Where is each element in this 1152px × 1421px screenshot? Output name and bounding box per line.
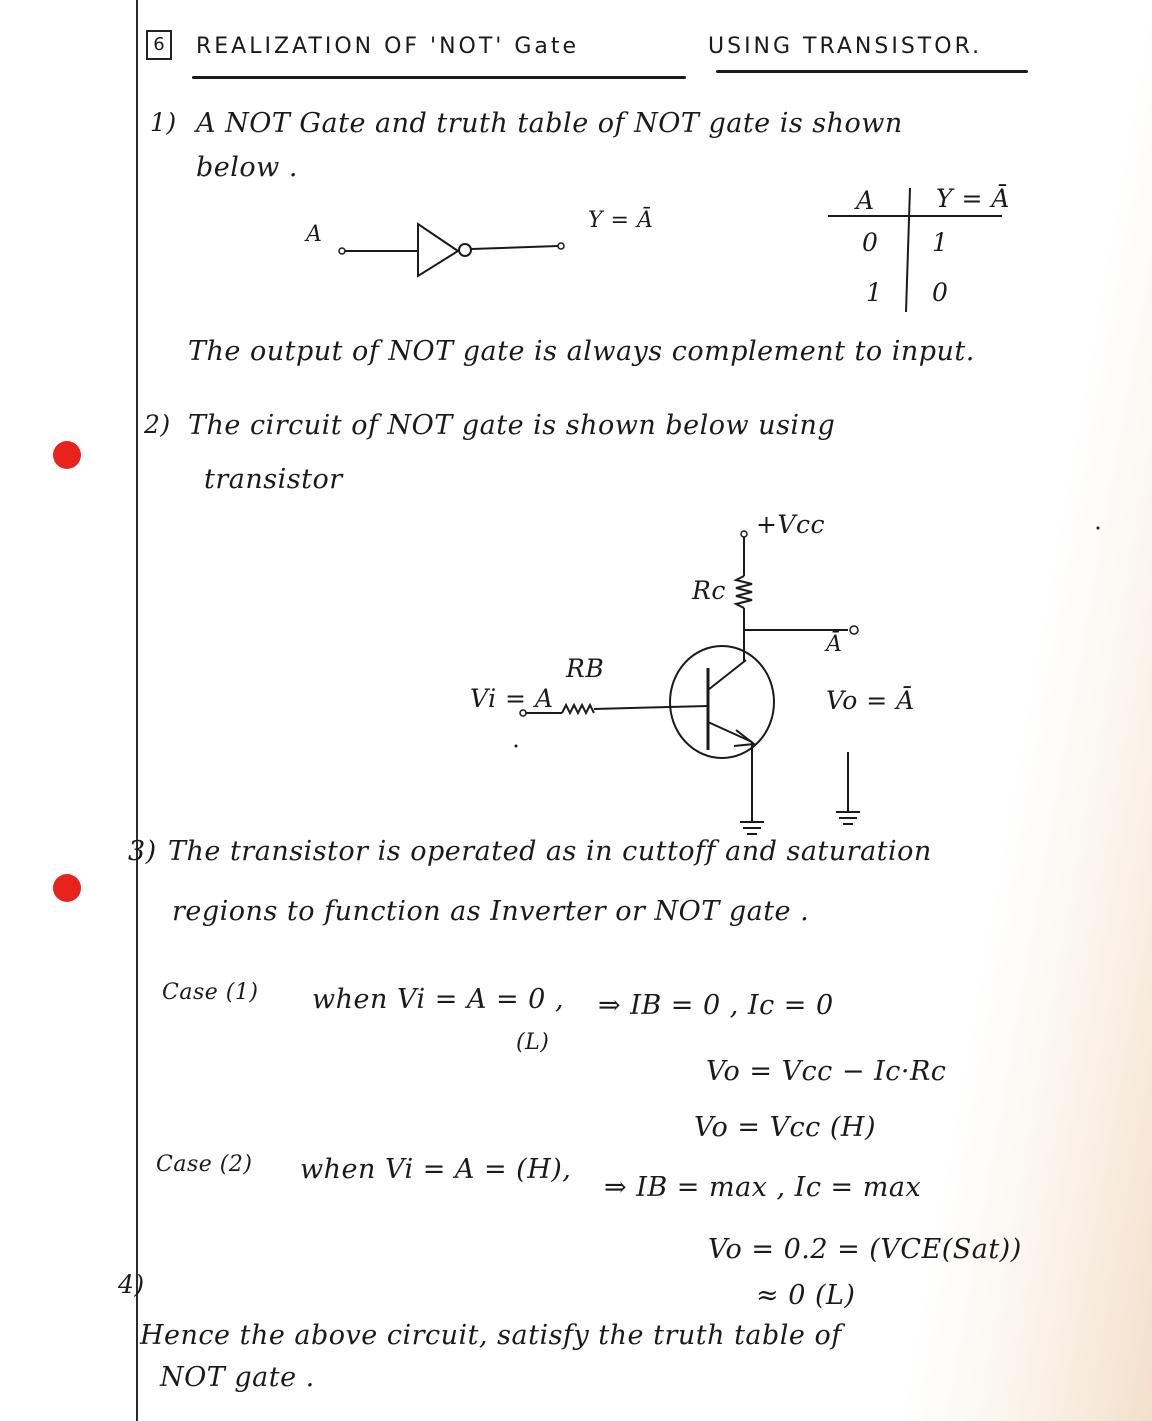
circuit-input-label: Vi = A — [470, 684, 554, 713]
point4-line1: Hence the above circuit, satisfy the truth table of — [140, 1320, 842, 1351]
point4-line2: NOT gate . — [160, 1362, 315, 1393]
heading-title-left: REALIZATION OF 'NOT' Gate — [196, 34, 580, 59]
point2-line1: The circuit of NOT gate is shown below using — [188, 410, 836, 441]
case1-label: Case (1) — [162, 980, 259, 1005]
truth-table-cell: 1 — [866, 278, 883, 307]
truth-table-header-y: Y = Ā — [936, 184, 1010, 213]
case2-condition: when Vi = A = (H), — [300, 1154, 572, 1185]
section-number: 6 — [146, 30, 172, 60]
truth-table-cell: 1 — [932, 228, 949, 257]
point1-line1: A NOT Gate and truth table of NOT gate is shown — [196, 108, 903, 139]
circuit-rc-label: Rc — [692, 576, 726, 605]
complement-note: The output of NOT gate is always complement to input. — [188, 336, 975, 367]
truth-table-cell: 0 — [932, 278, 949, 307]
point3-marker: 3) — [128, 836, 157, 867]
case2-result: ⇒ IB = max , Ic = max — [604, 1172, 922, 1203]
case1-equation-2: Vo = Vcc (H) — [694, 1112, 877, 1143]
circuit-output-mark: Ā — [826, 632, 843, 657]
heading-title-right: USING TRANSISTOR. — [708, 34, 983, 59]
point1-line2: below . — [196, 152, 298, 183]
point2-marker: 2) — [144, 410, 171, 439]
circuit-vcc-label: +Vcc — [756, 510, 826, 539]
gate-output-label: Y = Ā — [588, 208, 654, 233]
case1-condition-note: (L) — [516, 1030, 550, 1055]
gate-input-label: A — [306, 222, 323, 247]
point3-line2: regions to function as Inverter or NOT gate . — [172, 896, 810, 927]
case1-equation-1: Vo = Vcc − Ic·Rc — [706, 1056, 947, 1087]
truth-table-header-a: A — [856, 186, 875, 215]
circuit-output-label: Vo = Ā — [826, 686, 915, 715]
point4-marker: 4) — [118, 1270, 145, 1299]
case1-condition: when Vi = A = 0 , — [312, 984, 565, 1015]
point3-line1: The transistor is operated as in cuttoff and saturation — [168, 836, 932, 867]
case2-equation-2: ≈ 0 (L) — [756, 1280, 856, 1311]
case1-result: ⇒ IB = 0 , Ic = 0 — [598, 990, 834, 1021]
truth-table-cell: 0 — [862, 228, 879, 257]
circuit-rb-label: RB — [566, 654, 605, 683]
case2-label: Case (2) — [156, 1152, 253, 1177]
point2-line2: transistor — [204, 464, 343, 495]
case2-equation-1: Vo = 0.2 = (VCE(Sat)) — [708, 1234, 1022, 1265]
point1-marker: 1) — [150, 108, 177, 137]
